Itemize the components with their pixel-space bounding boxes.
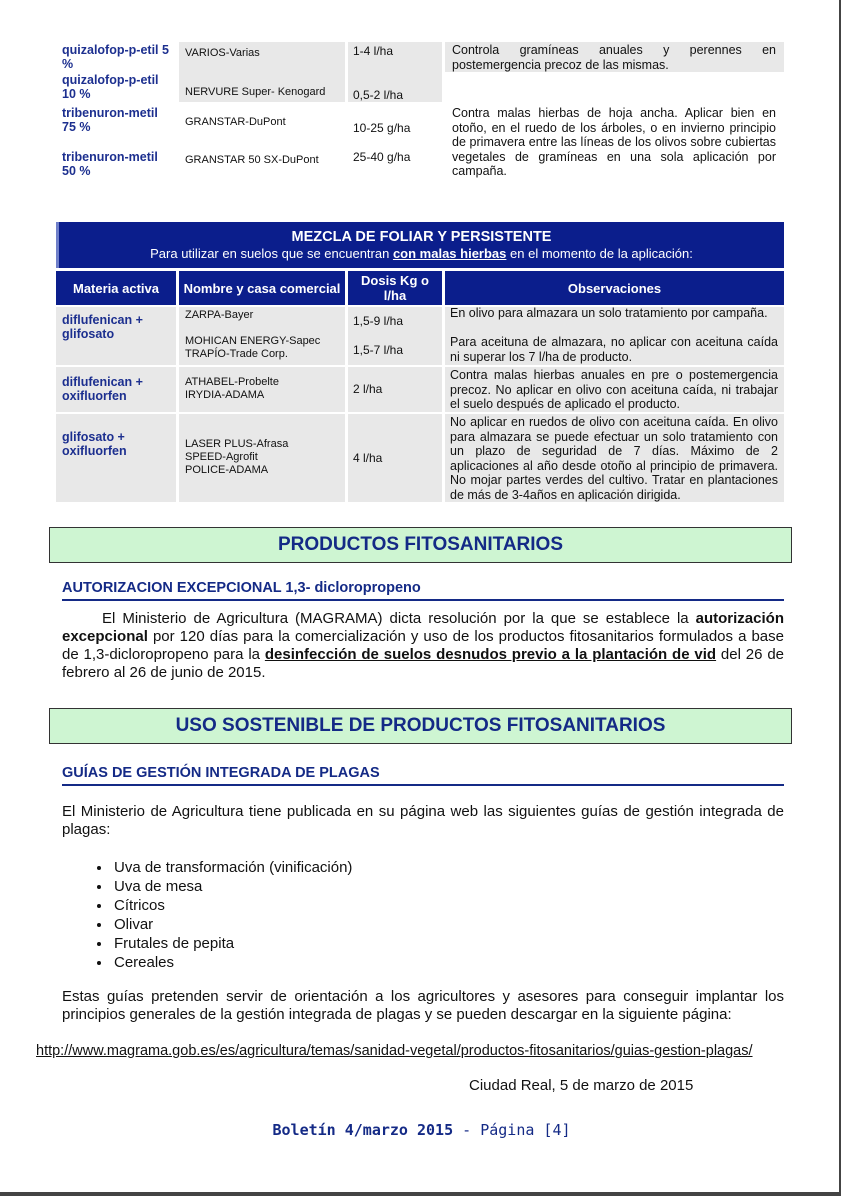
materia-cell: diflufenican + oxifluorfen	[62, 375, 143, 403]
footer-bulletin: Boletín 4/marzo 2015	[272, 1121, 454, 1139]
footer-page: - Página [4]	[453, 1121, 571, 1139]
materia-cell: quizalofop-p-etil 5 %	[62, 43, 169, 71]
producto-cell: GRANSTAR 50 SX-DuPont	[185, 154, 319, 166]
dosis-cell: 0,5-2 l/ha	[353, 88, 404, 102]
section-title-productos: PRODUCTOS FITOSANITARIOS	[49, 527, 792, 563]
observaciones-cell: Controla gramíneas anuales y perennes en postemergencia precoz de las mismas.	[452, 43, 776, 72]
emphasis-autorizacion: autorización excepcional	[62, 610, 784, 645]
producto-cell: MOHICAN ENERGY-Sapec	[185, 335, 321, 347]
materia-cell: diflufenican + glifosato	[62, 313, 143, 341]
mezcla-title: MEZCLA DE FOLIAR Y PERSISTENTE	[291, 229, 552, 245]
subheading-autorizacion: AUTORIZACION EXCEPCIONAL 1,3- dicloropropeno	[62, 580, 784, 601]
producto-cell: GRANSTAR-DuPont	[185, 116, 286, 128]
col-header-materia: Materia activa	[56, 271, 176, 305]
paragraph-autorizacion: El Ministerio de Agricultura (MAGRAMA) dicta resolución por la que se establece la autorización excepcional por 120 días para la comercialización y uso de los productos fitosanitarios formulados a base de 1,3-dicloropropeno para la desinfección de suelos desnudos previo a la plantación de vid del 26 de febrero al 26 de junio de 2015.	[62, 610, 784, 681]
guides-download-link[interactable]: http://www.magrama.gob.es/es/agricultura/temas/sanidad-vegetal/productos-fitosanitarios/guias-gestion-plagas/	[36, 1043, 753, 1059]
producto-cell: IRYDIA-ADAMA	[185, 389, 265, 401]
dosis-cell: 1,5-7 l/ha	[353, 343, 404, 357]
mezcla-table-header	[56, 222, 784, 268]
observaciones-cell: En olivo para almazara un solo tratamiento por campaña.	[450, 306, 768, 320]
producto-cell: ATHABEL-Probelte	[185, 376, 279, 388]
producto-cell: NERVURE Super- Kenogard	[185, 86, 326, 98]
producto-cell: LASER PLUS-Afrasa	[185, 438, 289, 450]
observaciones-cell: Para aceituna de almazara, no aplicar con aceituna caída ni superar los 7 l/ha de producto.	[450, 335, 778, 364]
list-item: • Cereales	[112, 953, 352, 972]
signoff-date: Ciudad Real, 5 de marzo de 2015	[469, 1077, 694, 1094]
materia-cell: tribenuron-metil 75 %	[62, 106, 158, 134]
producto-cell: POLICE-ADAMA	[185, 464, 269, 476]
paragraph-guias-intro: El Ministerio de Agricultura tiene publicada en su página web las siguientes guías de gestión integrada de plagas:	[62, 803, 784, 838]
materia-cell: quizalofop-p-etil 10 %	[62, 73, 159, 101]
col-header-nombre: Nombre y casa comercial	[179, 271, 345, 305]
guides-list	[62, 858, 352, 972]
producto-cell: ZARPA-Bayer	[185, 309, 254, 321]
paragraph-guias-outro: Estas guías pretenden servir de orientación a los agricultores y asesores para conseguir implantar los principios generales de la gestión integrada de plagas y se pueden descargar en la siguiente página:	[62, 988, 784, 1023]
list-item: • Olivar	[112, 915, 352, 934]
list-item: • Uva de mesa	[112, 877, 352, 896]
dosis-cell: 10-25 g/ha	[353, 121, 411, 135]
list-item: • Frutales de pepita	[112, 934, 352, 953]
dosis-cell: 1,5-9 l/ha	[353, 314, 404, 328]
dosis-cell: 2 l/ha	[353, 382, 383, 396]
dosis-cell: 25-40 g/ha	[353, 150, 411, 164]
page-footer	[0, 1121, 843, 1139]
producto-cell: SPEED-Agrofit	[185, 451, 258, 463]
dosis-cell: 4 l/ha	[353, 451, 383, 465]
emphasis-desinfeccion: desinfección de suelos desnudos previo a la plantación de vid	[264, 646, 717, 663]
subheading-guias: GUÍAS DE GESTIÓN INTEGRADA DE PLAGAS	[62, 765, 784, 786]
materia-cell: glifosato + oxifluorfen	[62, 430, 127, 458]
list-item: • Cítricos	[112, 896, 352, 915]
materia-cell: tribenuron-metil 50 %	[62, 150, 158, 178]
observaciones-cell: No aplicar en ruedos de olivo con aceituna caída. En olivo para almazara se puede efectuar un solo tratamiento con un plazo de seguridad de 7 días. Máximo de 2 aplicaciones al año desde otoño al principio de primavera. No mojar partes verdes del cultivo. Tratar en plantaciones de más de 3-4años en aplicación dirigida.	[450, 415, 778, 502]
dosis-cell: 1-4 l/ha	[353, 44, 394, 58]
producto-cell: TRAPÍO-Trade Corp.	[185, 348, 288, 360]
producto-cell: VARIOS-Varias	[185, 47, 260, 59]
col-header-observaciones: Observaciones	[445, 271, 784, 305]
section-title-uso-sostenible: USO SOSTENIBLE DE PRODUCTOS FITOSANITARIOS	[49, 708, 792, 744]
observaciones-cell: Contra malas hierbas de hoja ancha. Aplicar bien en otoño, en el ruedo de los árboles, o en invierno principio de primavera entre las líneas de los olivos sobre cubiertas vegetales de gramíneas en una sola aplicación por campaña.	[452, 106, 776, 178]
mezcla-subtitle-emphasis: con malas hierbas	[392, 246, 507, 261]
col-header-dosis: Dosis Kg o l/ha	[348, 271, 442, 305]
observaciones-cell: Contra malas hierbas anuales en pre o postemergencia precoz. No aplicar en olivo con aceituna caída, ni trabajar el suelo después de aplicado el producto.	[450, 368, 778, 411]
list-item: • Uva de transformación (vinificación)	[112, 858, 352, 877]
mezcla-subtitle: Para utilizar en suelos que se encuentran con malas hierbas en el momento de la aplicación:	[150, 246, 693, 261]
